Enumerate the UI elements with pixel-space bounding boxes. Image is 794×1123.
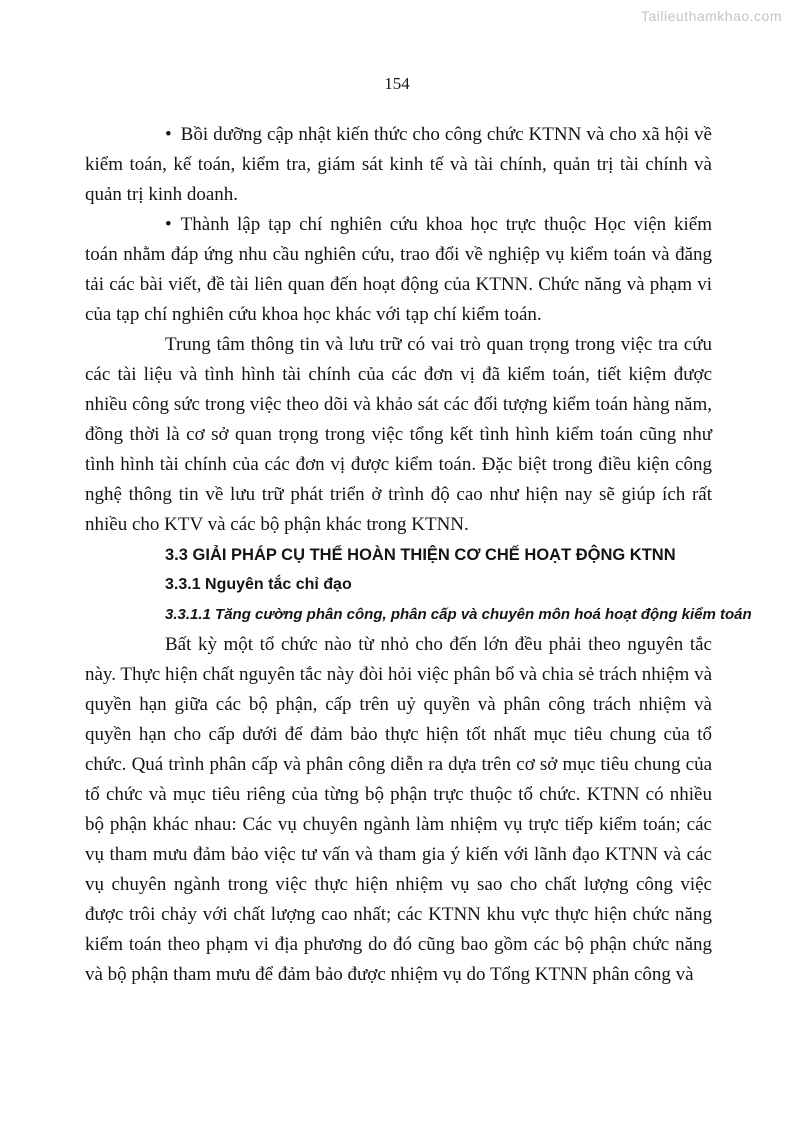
bullet-item-text: Bồi dưỡng cập nhật kiến thức cho công chức KTNN và cho xã hội về kiểm toán, kế toán, kiểm tra, giám sát kinh tế và tài chính, quản trị tài chính và quản trị kinh doanh. [85, 124, 712, 205]
document-content [85, 120, 752, 990]
paragraph-principle: Bất kỳ một tổ chức nào từ nhỏ cho đến lớn đều phải theo nguyên tắc này. Thực hiện chất nguyên tắc này đòi hỏi việc phân bổ và chia sẻ trách nhiệm và quyền hạn giữa các bộ phận, cấp trên uỷ quyền và phân công trách nhiệm và quyền hạn cho cấp dưới để đảm bảo thực hiện tốt nhất mục tiêu chung của tổ chức. Quá trình phân cấp và phân công diễn ra dựa trên cơ sở mục tiêu chung của tổ chức và mục tiêu riêng của từng bộ phận trực thuộc tổ chức. KTNN có nhiều bộ phận khác nhau: Các vụ chuyên ngành làm nhiệm vụ trực tiếp kiểm toán; các vụ tham mưu đảm bảo việc tư vấn và tham gia ý kiến với lãnh đạo KTNN và các vụ chuyên ngành trong việc thực hiện nhiệm vụ sao cho chất lượng công việc được trôi chảy với chất lượng cao nhất; các KTNN khu vực thực hiện chức năng kiểm toán theo phạm vi địa phương do đó cũng bao gồm các bộ phận chức năng và bộ phận tham mưu để đảm bảo được nhiệm vụ do Tổng KTNN phân công và [85, 634, 712, 985]
bullet-item-journal [85, 210, 712, 330]
bullet-item-training [85, 120, 712, 210]
section-heading-3-3: 3.3 GIẢI PHÁP CỤ THỂ HOÀN THIỆN CƠ CHẾ HOẠT ĐỘNG KTNN [165, 546, 676, 564]
paragraph-information-center: Trung tâm thông tin và lưu trữ có vai trò quan trọng trong việc tra cứu các tài liệu và tình hình tài chính của các đơn vị đã kiểm toán, tiết kiệm được nhiều công sức trong việc theo dõi và khảo sát các đối tượng kiểm toán hàng năm, đồng thời là cơ sở quan trọng trong việc tổng kết tình hình kiểm toán cũng như tình hình tài chính của các đơn vị được kiểm toán. Đặc biệt trong điều kiện công nghệ thông tin về lưu trữ phát triển ở trình độ cao như hiện nay sẽ giúp ích rất nhiều cho KTV và các bộ phận khác trong KTNN. [85, 334, 712, 535]
subsection-heading-3-3-1: 3.3.1 Nguyên tắc chỉ đạo [165, 576, 352, 593]
bullet-icon: • [165, 214, 172, 235]
subsubsection-heading-3-3-1-1: 3.3.1.1 Tăng cường phân công, phân cấp và chuyên môn hoá hoạt động kiểm toán [165, 606, 752, 623]
page-number: 154 [384, 74, 410, 93]
bullet-icon: • [165, 124, 172, 145]
watermark-text: Tailieuthamkhao.com [640, 8, 782, 24]
bullet-item-text: Thành lập tạp chí nghiên cứu khoa học trực thuộc Học viện kiểm toán nhằm đáp ứng nhu cầu nghiên cứu, trao đổi về nghiệp vụ kiểm toán và đăng tải các bài viết, đề tài liên quan đến hoạt động của KTNN. Chức năng và phạm vi của tạp chí nghiên cứu khoa học khác với tạp chí kiểm toán. [85, 214, 712, 325]
